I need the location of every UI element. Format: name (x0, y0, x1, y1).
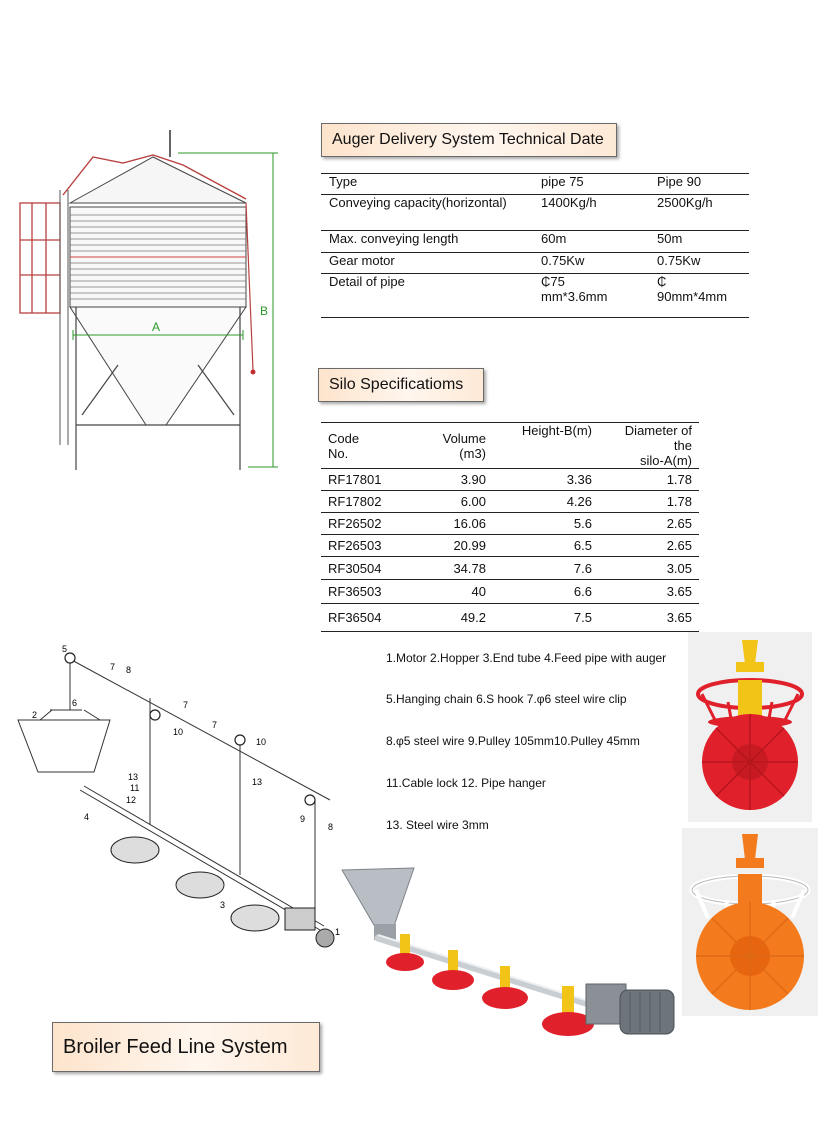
table-cell: 2.65 (599, 513, 699, 535)
diagram-label: 12 (126, 795, 137, 805)
legend-line-1: 1.Motor 2.Hopper 3.End tube 4.Feed pipe with auger (386, 651, 667, 665)
table-cell: Conveying capacity(horizontal) (321, 195, 533, 231)
diagram-label: 8 (126, 665, 132, 675)
table-cell: RF36504 (321, 604, 407, 632)
table-cell: RF17801 (321, 469, 407, 491)
auger-title-box (321, 123, 617, 157)
table-cell: 3.36 (493, 469, 599, 491)
silo-drawing (18, 125, 283, 475)
table-cell: 0.75Kw (533, 253, 649, 274)
diagram-label: 4 (84, 812, 90, 822)
silo-spec-table (321, 422, 699, 632)
table-cell: 16.06 (407, 513, 493, 535)
table-cell: 40 (407, 580, 493, 604)
table-cell: Detail of pipe (321, 274, 533, 318)
diagram-label: 6 (72, 698, 78, 708)
diagram-label: 13 (252, 777, 263, 787)
table-cell: 2500Kg/h (649, 195, 749, 231)
table-cell: 20.99 (407, 535, 493, 557)
feed-line-diagram (10, 640, 360, 970)
red-pan-feeder-photo (688, 632, 812, 822)
table-cell: 4.26 (493, 491, 599, 513)
table-header-cell: Diameter of the silo-A(m) (599, 423, 699, 469)
diagram-label: 13 (128, 772, 139, 782)
table-row (321, 513, 699, 535)
table-cell: 0.75Kw (649, 253, 749, 274)
diagram-label: 7 (183, 700, 189, 710)
table-cell: Gear motor (321, 253, 533, 274)
diagram-label: 10 (173, 727, 184, 737)
table-header-cell: Volume (m3) (407, 423, 493, 469)
table-cell: 5.6 (493, 513, 599, 535)
table-cell: 49.2 (407, 604, 493, 632)
table-row (321, 174, 749, 195)
diagram-label: 10 (256, 737, 267, 747)
table-cell: 50m (649, 231, 749, 253)
table-row (321, 604, 699, 632)
table-row (321, 557, 699, 580)
broiler-title-box (52, 1022, 320, 1072)
table-row (321, 253, 749, 274)
legend-line-3: 8.φ5 steel wire 9.Pulley 105mm10.Pulley 45mm (386, 734, 640, 748)
diagram-label: 7 (110, 662, 116, 672)
table-cell: ₵ 90mm*4mm (649, 274, 749, 318)
table-cell: 1.78 (599, 491, 699, 513)
table-cell: RF30504 (321, 557, 407, 580)
legend-line-4: 11.Cable lock 12. Pipe hanger (386, 776, 546, 790)
table-row (321, 423, 699, 469)
table-cell: ₵75 mm*3.6mm (533, 274, 649, 318)
table-cell: 6.00 (407, 491, 493, 513)
table-row (321, 274, 749, 318)
table-header-cell: pipe 75 (533, 174, 649, 195)
table-row (321, 535, 699, 557)
diagram-label: 3 (220, 900, 226, 910)
table-header-cell: Type (321, 174, 533, 195)
table-cell: 3.90 (407, 469, 493, 491)
legend-line-5: 13. Steel wire 3mm (386, 818, 489, 832)
legend-line-2: 5.Hanging chain 6.S hook 7.φ6 steel wire clip (386, 692, 627, 706)
table-cell: Max. conveying length (321, 231, 533, 253)
feed-line-photo (338, 862, 683, 1052)
broiler-title: Broiler Feed Line System (63, 1035, 288, 1058)
table-header-cell: Pipe 90 (649, 174, 749, 195)
auger-title: Auger Delivery System Technical Date (332, 131, 604, 148)
dimension-b-label: B (260, 304, 269, 318)
dimension-a-label: A (152, 320, 161, 334)
diagram-label: 1 (335, 927, 341, 937)
table-header-cell: Height-B(m) (493, 423, 599, 469)
table-cell: 3.65 (599, 580, 699, 604)
diagram-label: 11 (130, 783, 140, 793)
silo-title-box (318, 368, 484, 402)
table-cell: 7.5 (493, 604, 599, 632)
table-cell: RF26502 (321, 513, 407, 535)
orange-pan-feeder-photo (682, 828, 818, 1016)
table-row (321, 231, 749, 253)
table-row (321, 580, 699, 604)
table-cell: 7.6 (493, 557, 599, 580)
diagram-label: 2 (32, 710, 38, 720)
table-header-cell: Code No. (321, 423, 407, 469)
table-cell: RF17802 (321, 491, 407, 513)
diagram-label: 5 (62, 644, 68, 654)
diagram-label: 9 (300, 814, 306, 824)
table-cell: 60m (533, 231, 649, 253)
table-cell: 1400Kg/h (533, 195, 649, 231)
table-cell: 2.65 (599, 535, 699, 557)
table-row (321, 195, 749, 231)
table-cell: 34.78 (407, 557, 493, 580)
table-cell: 6.6 (493, 580, 599, 604)
table-cell: 6.5 (493, 535, 599, 557)
auger-spec-table (321, 173, 749, 318)
table-row (321, 491, 699, 513)
table-cell: RF36503 (321, 580, 407, 604)
table-row (321, 469, 699, 491)
table-cell: 3.65 (599, 604, 699, 632)
silo-title: Silo Specificatioms (329, 376, 464, 393)
diagram-label: 8 (328, 822, 334, 832)
diagram-label: 7 (212, 720, 218, 730)
table-cell: RF26503 (321, 535, 407, 557)
table-cell: 1.78 (599, 469, 699, 491)
table-cell: 3.05 (599, 557, 699, 580)
